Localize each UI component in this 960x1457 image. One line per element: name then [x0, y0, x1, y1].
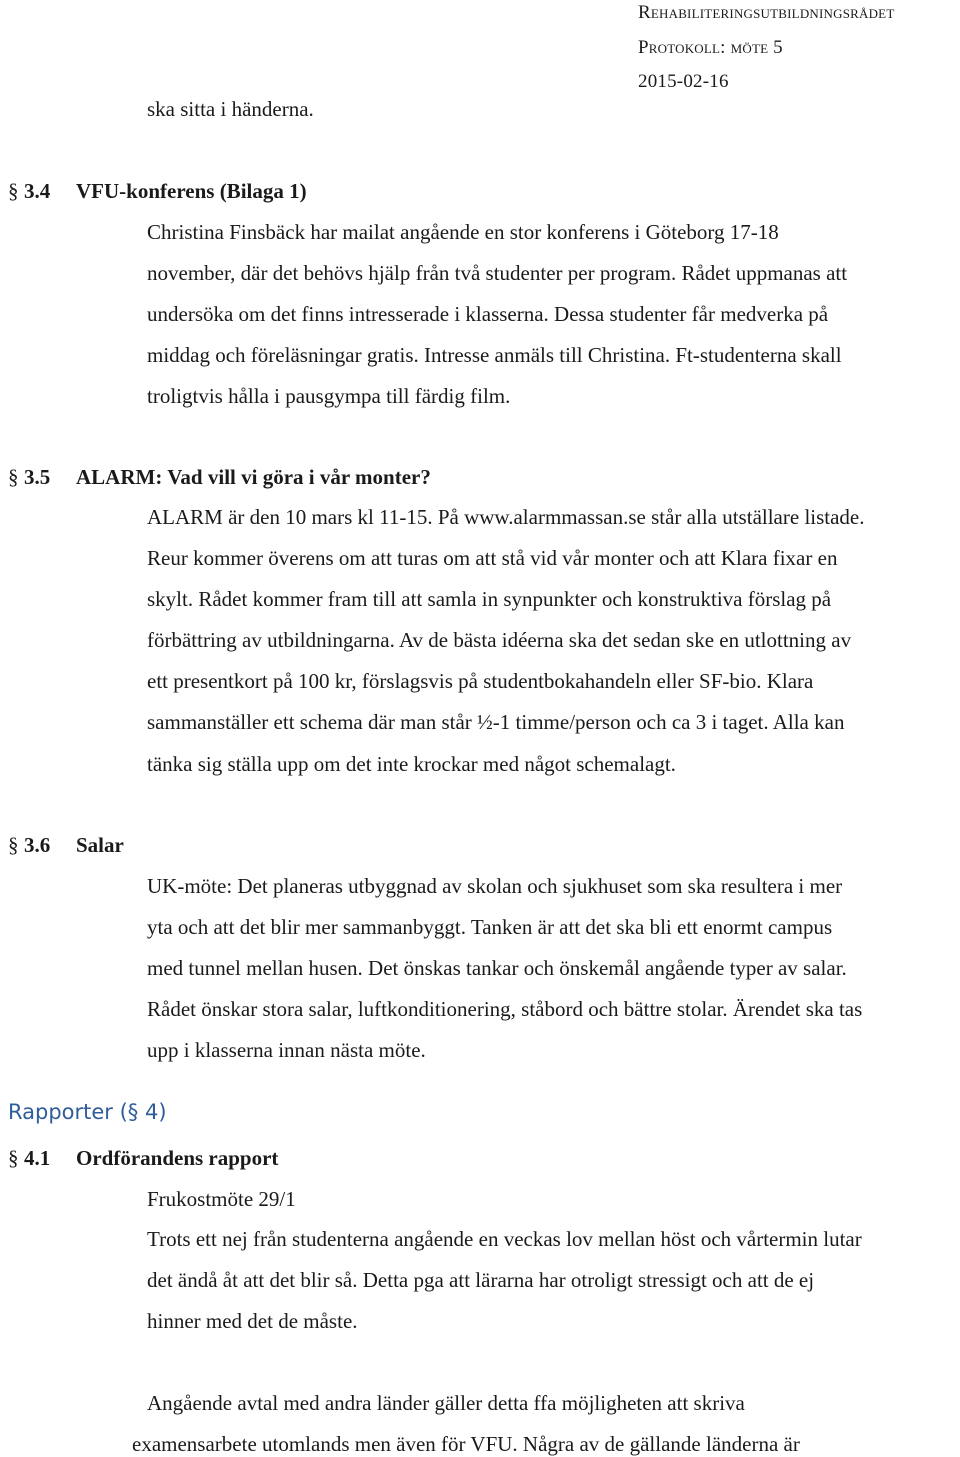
section-number: 3.6 [24, 833, 51, 857]
section-symbol: § [8, 465, 19, 489]
section-title: ALARM: Vad vill vi göra i vår monter? [76, 465, 431, 489]
section-4-1-line: hinner med det de måste. [147, 1309, 358, 1333]
section-symbol: § [8, 179, 19, 203]
section-3-5-line: tänka sig ställa upp om det inte krockar med något schemalagt. [147, 752, 676, 776]
section-3-4-line: undersöka om det finns intresserade i klasserna. Dessa studenter får medverka på [147, 302, 829, 326]
section-3-4-heading [8, 179, 307, 203]
header-date: 2015-02-16 [638, 71, 729, 92]
section-4-1-line: examensarbete utomlands men även för VFU. Några av de gällande länderna är [132, 1432, 800, 1456]
section-3-6-line: yta och att det blir mer sammanbyggt. Tanken är att det ska bli ett enormt campus [147, 915, 833, 939]
section-3-5-line: skylt. Rådet kommer fram till att samla in synpunkter och konstruktiva förslag på [147, 587, 832, 611]
rapporter-heading: Rapporter (§ 4) [8, 1100, 167, 1124]
section-4-1-heading [8, 1146, 278, 1170]
section-number: 3.4 [24, 179, 51, 203]
continuation-text: ska sitta i händerna. [147, 97, 314, 121]
section-3-4-line: troligtvis hålla i pausgympa till färdig film. [147, 384, 511, 408]
section-3-4-line: november, där det behövs hjälp från två studenter per program. Rådet uppmanas att [147, 261, 848, 285]
section-3-6-heading [8, 833, 124, 857]
section-number: 3.5 [24, 465, 51, 489]
section-title: Ordförandens rapport [76, 1146, 279, 1170]
header-org: Rehabiliteringsutbildningsrådet [638, 2, 895, 23]
section-symbol: § [8, 833, 19, 857]
section-title: VFU-konferens (Bilaga 1) [76, 179, 307, 203]
section-3-5-line: Reur kommer överens om att turas om att stå vid vår monter och att Klara fixar en [147, 546, 838, 570]
section-3-5-line: sammanställer ett schema där man står ½-1 timme/person och ca 3 i taget. Alla kan [147, 710, 845, 734]
section-4-1-line: Trots ett nej från studenterna angående en veckas lov mellan höst och vårtermin lutar [147, 1227, 862, 1251]
section-4-1-line: Angående avtal med andra länder gäller detta ffa möjligheten att skriva [147, 1391, 745, 1415]
section-3-6-line: Rådet önskar stora salar, luftkonditionering, ståbord och bättre stolar. Ärendet ska tas [147, 997, 863, 1021]
section-symbol: § [8, 1146, 19, 1170]
header-protocol: Protokoll: möte 5 [638, 37, 783, 58]
section-3-5-heading [8, 465, 431, 489]
section-3-6-line: upp i klasserna innan nästa möte. [147, 1038, 426, 1062]
section-3-6-line: UK-möte: Det planeras utbyggnad av skolan och sjukhuset som ska resultera i mer [147, 874, 843, 898]
section-3-5-line: ett presentkort på 100 kr, förslagsvis på studentbokahandeln eller SF-bio. Klara [147, 669, 814, 693]
section-3-4-line: Christina Finsbäck har mailat angående en stor konferens i Göteborg 17-18 [147, 220, 779, 244]
section-3-4-line: middag och föreläsningar gratis. Intresse anmäls till Christina. Ft-studenterna skall [147, 343, 842, 367]
section-3-5-line: ALARM är den 10 mars kl 11-15. På www.alarmmassan.se står alla utställare listade. [147, 505, 865, 529]
section-number: 4.1 [24, 1146, 51, 1170]
section-3-5-line: förbättring av utbildningarna. Av de bästa idéerna ska det sedan ske en utlottning av [147, 628, 852, 652]
section-4-1-subheading: Frukostmöte 29/1 [147, 1187, 296, 1211]
section-4-1-line: det ändå åt att det blir så. Detta pga att lärarna har otroligt stressigt och att de ej [147, 1268, 815, 1292]
section-3-6-line: med tunnel mellan husen. Det önskas tankar och önskemål angående typer av salar. [147, 956, 847, 980]
section-title: Salar [76, 833, 124, 857]
